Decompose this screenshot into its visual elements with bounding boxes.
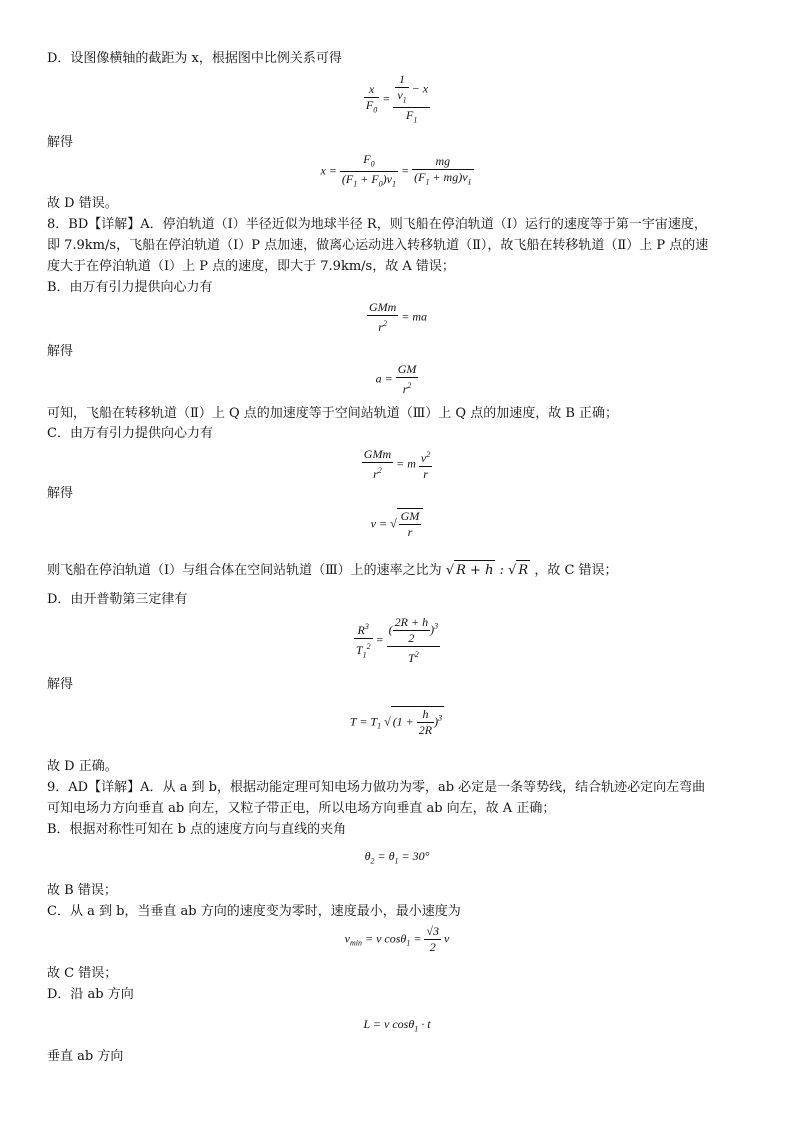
equation-5: $\frac{\text{GMm}}{r^2}$ = m $\frac{v^2}{r}$ (363, 447, 431, 481)
equation-3: $\frac{\text{GMm}}{r^2}$ = ma (368, 300, 428, 334)
text-q9-line2: 可知电场力方向垂直 ab 向左，又粒子带正电，所以电场方向垂直 ab 向左，故 A 正确； (47, 801, 556, 816)
text-q8-line1: 8．BD【详解】A．停泊轨道（I）半径近似为地球半径 R，则飞船在停泊轨道（I）运行的速度等于第一宇宙速度， (47, 217, 707, 232)
text-jie-3: 解得 (47, 486, 74, 501)
text-q8-line3: 度大于在停泊轨道（I）上 P 点的速度，即大于 7.9km/s，故 A 错误； (47, 259, 455, 274)
equation-10: $v_{min} = v$ cosθ$_1$ = $\frac{√3}{2}$ v (344, 924, 450, 954)
text-b-intro: B．由万有引力提供向心力有 (47, 280, 213, 295)
equation-1: $\frac{x}{F_0}$ = $\frac{1}{v_1}$ − x $F_1$ (0, 72, 794, 128)
text-d2-right: 故 D 正确。 (47, 759, 118, 774)
equation-11: L = v cosθ$_1$ · t (363, 1017, 431, 1034)
text-d-intro: D．设图像横轴的截距为 x，根据图中比例关系可得 (47, 51, 342, 66)
text-d9-perp: 垂直 ab 方向 (47, 1049, 124, 1064)
velocity-ratio: √ R + h : √ R (446, 563, 530, 578)
text-q9-line1: 9．AD【详解】A．从 a 到 b，根据动能定理可知电场力做功为零，ab 必定是一条等势线，结合轨迹必定向左弯曲 (47, 780, 706, 795)
equation-7: $\frac{R^3}{T_1^2}$ = ( $\frac{2R + h}{2}$ )$^3$ $T^2$ (355, 615, 439, 665)
text-q8-line2: 即 7.9km/s，飞船在停泊轨道（I）P 点加速，做离心运动进入转移轨道（Ⅱ），故飞船在转移轨道（Ⅱ）上 P 点的速 (47, 238, 709, 253)
text-jie-1: 解得 (47, 135, 74, 150)
text-d-wrong: 故 D 错误。 (47, 196, 118, 211)
text-c9-intro: C．从 a 到 b，当垂直 ab 方向的速度变为零时，速度最小，最小速度为 (47, 904, 461, 919)
text-c-intro: C．由万有引力提供向心力有 (47, 426, 213, 441)
equation-4: a = $\frac{GM}{r^2}$ (375, 362, 417, 396)
text-c9-wrong: 故 C 错误； (47, 966, 118, 981)
equation-2: x = $\frac{F_0}{(F_1 + F_0)v_1}$ = $\frac{mg}{(F_1 + mg)v_1}$ (0, 152, 794, 192)
text-b9-intro: B．根据对称性可知在 b 点的速度方向与直线的夹角 (47, 822, 347, 837)
equation-6: v = √ $\frac{GM}{r}$ (0, 508, 794, 540)
text-d2-intro: D．由开普勒第三定律有 (47, 592, 188, 607)
text-b-conclusion: 可知，飞船在转移轨道（Ⅱ）上 Q 点的加速度等于空间站轨道（Ⅲ）上 Q 点的加速度，故 B 正确； (47, 406, 619, 421)
text-jie-4: 解得 (47, 677, 74, 692)
text-c-conclusion: 则飞船在停泊轨道（I）与组合体在空间站轨道（Ⅲ）上的速率之比为 √ R + h : √ R ，故 C 错误； (47, 560, 754, 581)
equation-8: $T = T_1$ √ (1 + $\frac{h}{2R}$ )$^3$ (349, 707, 443, 737)
text-d9-intro: D．沿 ab 方向 (47, 987, 134, 1002)
text-jie-2: 解得 (47, 344, 74, 359)
text-b9-wrong: 故 B 错误； (47, 883, 117, 898)
equation-9: $\theta_2 = \theta_1 = 30^\circ$ (364, 849, 430, 866)
